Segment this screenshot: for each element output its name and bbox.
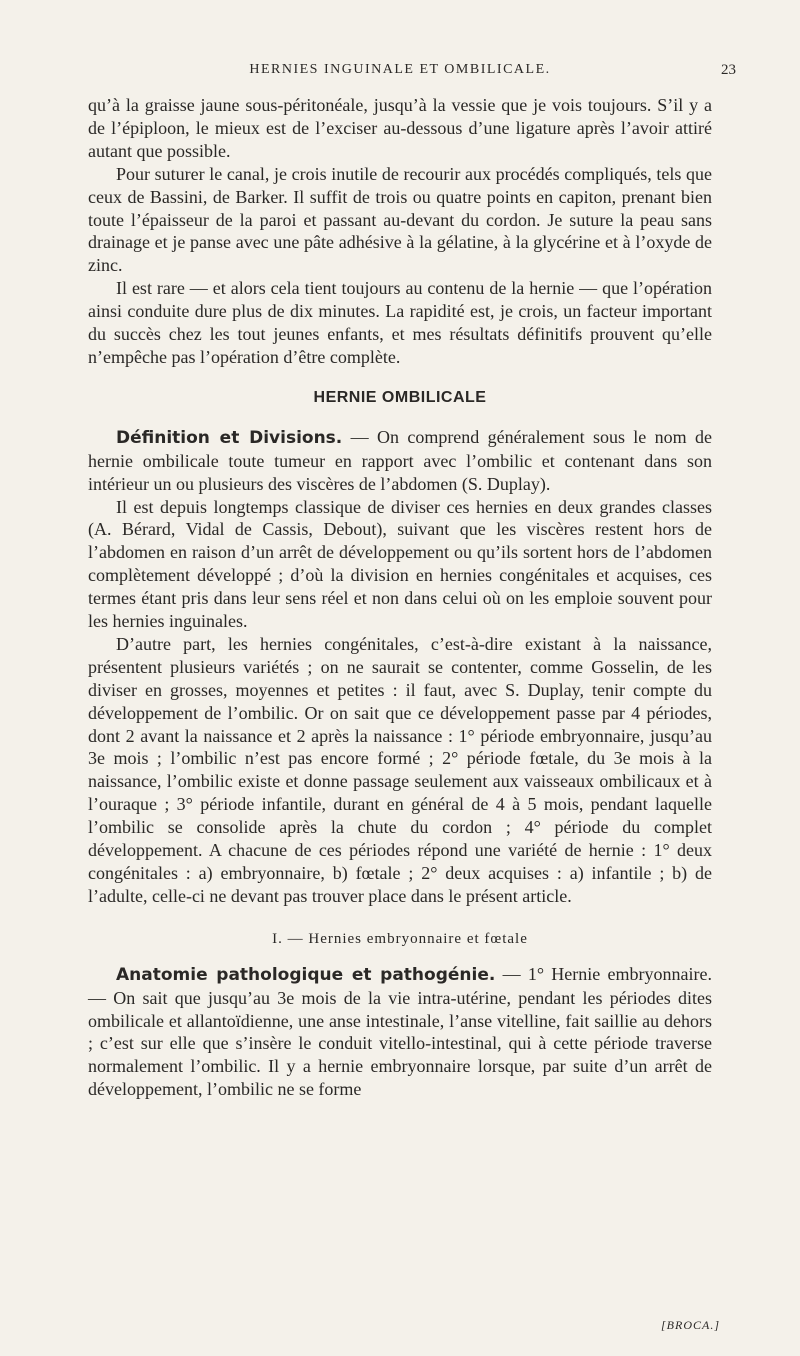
page-header xyxy=(0,62,800,86)
anatomy-paragraph xyxy=(88,963,712,1101)
paragraph: qu’à la graisse jaune sous-péritonéale, jusqu’à la vessie que je vois toujours. S’il y a de l’épiploon, le mieux est de l’exciser au-dessous d’une ligature après l’avoir attiré autant que possible. xyxy=(88,95,712,161)
running-head: HERNIES INGUINALE ET OMBILICALE. xyxy=(249,62,551,77)
anatomy-text: — 1° Hernie embryonnaire. — On sait que jusqu’au 3e mois de la vie intra-utérine, pendant les périodes dites ombilicale et allantoïdienne, une anse intestinale, l’anse vitelline, fait saillie au dehors ; c’est sur elle que s’insère le conduit vitello-intestinal, qui à cette période traverse normalement l’ombilic. Il y a hernie embryonnaire lorsque, par suite d’un arrêt de développement, l’ombilic ne se forme xyxy=(88,963,712,1100)
definition-text: — On comprend généralement sous le nom de hernie ombilicale toute tumeur en rapport avec l’ombilic et contenant dans son intérieur un ou plusieurs des viscères de l’abdomen (S. Duplay). xyxy=(88,426,712,494)
definition-heading: Définition et Divisions. xyxy=(116,427,343,448)
paragraph: Il est rare — et alors cela tient toujours au contenu de la hernie — que l’opération ainsi conduite dure plus de dix minutes. La rapidité est, je crois, un facteur important du succès chez les tout jeunes enfants, et mes résultats définitifs prouvent qu’elle n’empêche pas l’opération d’être complète. xyxy=(88,278,712,367)
paragraph: Pour suturer le canal, je crois inutile de recourir aux procédés compliqués, tels que ceux de Bassini, de Barker. Il suffit de trois ou quatre points en capiton, prenant bien toute l’épaisseur de la paroi et passant au-devant du cordon. Je suture la peau sans drainage et je panse avec une pâte adhésive à la gélatine, à la glycérine et à l’oxyde de zinc. xyxy=(88,163,712,276)
anatomy-heading: Anatomie pathologique et pathogénie. xyxy=(116,964,496,985)
section-title: HERNIE OMBILICALE xyxy=(313,388,487,406)
paragraph: Il est depuis longtemps classique de diviser ces hernies en deux grandes classes (A. Bérard, Vidal de Cassis, Debout), suivant que les viscères restent hors de l’abdomen en raison d’un arrêt de développement ou qu’ils sortent hors de l’abdomen complètement développé ; d’où la division en hernies congénitales et acquises, ces termes étant pris dans leur sens réel et non dans celui où on les emploie souvent pour les hernies inguinales. xyxy=(88,496,712,632)
page-number: 23 xyxy=(721,62,736,78)
paragraph: D’autre part, les hernies congénitales, c’est-à-dire existant à la naissance, présentent plusieurs variétés ; on ne saurait se contenter, comme Gosselin, de les diviser en grosses, moyennes et petites : il faut, avec S. Duplay, tenir compte du développement de l’ombilic. Or on sait que ce développement passe par 4 périodes, dont 2 avant la naissance et 2 après la naissance : 1° période embryonnaire, jusqu’au 3e mois ; l’ombilic n’est pas encore formé ; 2° période fœtale, du 3e mois à la naissance, l’ombilic existe et donne passage seulement aux vaisseaux ombilicaux et à l’ouraque ; 3° période infantile, durant en général de 4 à 5 mois, pendant laquelle l’ombilic se consolide après la chute du cordon ; 4° période du complet développement. A chacune de ces périodes répond une variété de hernie : 1° deux congénitales : a) embryonnaire, b) fœtale ; 2° deux acquises : a) infantile ; b) de l’adulte, celle-ci ne devant pas trouver place dans le présent article. xyxy=(88,633,712,906)
sub-section-title: I. — Hernies embryonnaire et fœtale xyxy=(272,930,528,947)
body-text xyxy=(88,94,712,1101)
definition-paragraph xyxy=(88,426,712,496)
footer-signature: [BROCA.] xyxy=(661,1318,720,1332)
